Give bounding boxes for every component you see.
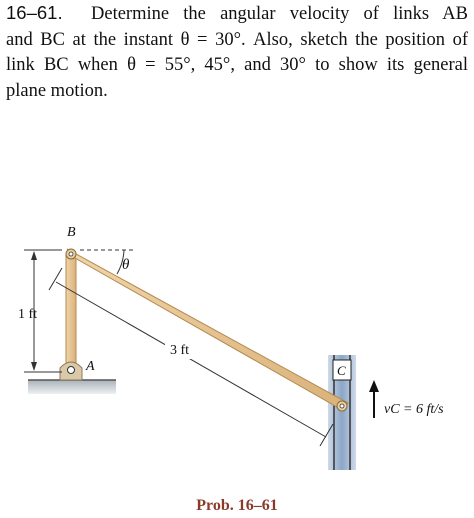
ground-support xyxy=(28,380,116,394)
label-theta: θ xyxy=(122,257,130,273)
figure-caption: Prob. 16–61 xyxy=(196,497,278,514)
problem-line-4: plane motion. xyxy=(6,80,108,101)
problem-line-2: and BC at the instant θ = 30°. Also, sketch the position of xyxy=(6,29,468,50)
label-height: 1 ft xyxy=(18,307,38,322)
label-A: A xyxy=(86,359,95,374)
problem-line-1: 16–61. Determine the angular velocity of links AB xyxy=(6,2,469,24)
link-AB xyxy=(60,255,82,380)
label-length: 3 ft xyxy=(170,343,190,358)
velocity-arrow xyxy=(369,380,379,418)
velocity-label: vC = 6 ft/s xyxy=(384,402,444,417)
label-B: B xyxy=(67,225,76,240)
length-dimension xyxy=(49,268,333,446)
label-C: C xyxy=(337,363,346,378)
problem-number: 16–61. xyxy=(6,2,63,23)
problem-line-3: link BC when θ = 55°, 45°, and 30° to show its general xyxy=(6,55,468,75)
